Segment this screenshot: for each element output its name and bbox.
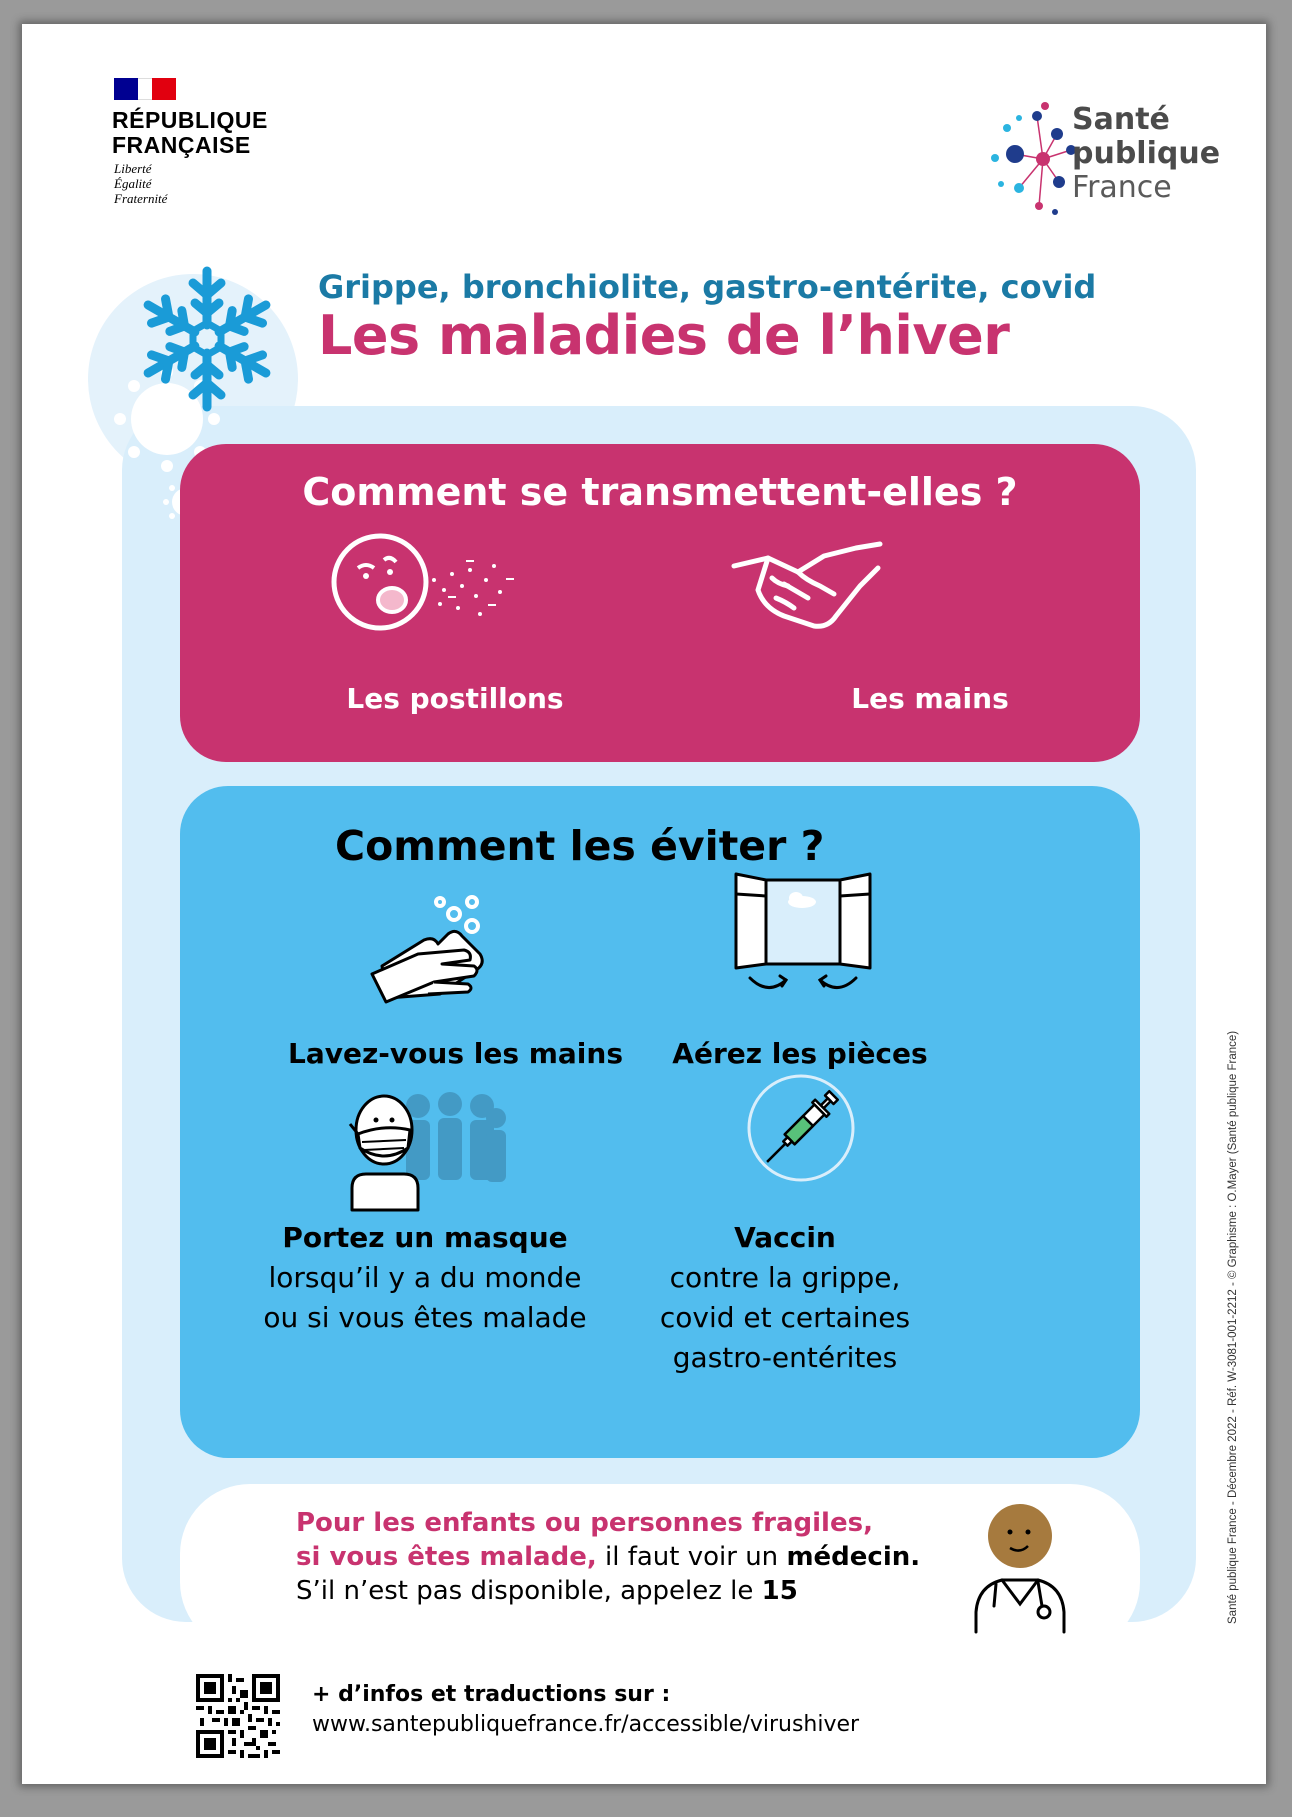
spf-line1: Santé	[1072, 102, 1170, 137]
mask-label-bold: Portez un masque	[282, 1221, 568, 1254]
transmission-title: Comment se transmettent-elles ?	[302, 470, 1018, 514]
handshake-icon	[728, 528, 888, 638]
snowflake-icon	[132, 264, 282, 414]
face-mask-icon	[346, 1084, 516, 1214]
advice-line-1	[296, 1506, 873, 1540]
poster	[22, 24, 1266, 1784]
rf-line1: RÉPUBLIQUE	[112, 107, 268, 133]
footer-url[interactable]: www.santepubliquefrance.fr/accessible/virushiver	[312, 1712, 860, 1737]
doctor-icon	[970, 1502, 1070, 1634]
vaccine-label	[640, 1218, 930, 1378]
republique-francaise-logo	[112, 108, 268, 158]
transmission-label-mains: Les mains	[851, 682, 1009, 715]
mask-line-2: ou si vous êtes malade	[263, 1301, 587, 1334]
prevention-panel	[180, 786, 1140, 1458]
advice-pink-1: Pour les enfants ou personnes fragiles,	[296, 1508, 873, 1538]
advice-pink-2: si vous êtes malade,	[296, 1542, 597, 1572]
wash-hands-text: Lavez-vous les mains	[288, 1037, 624, 1070]
mask-line-1: lorsqu’il y a du monde	[268, 1261, 582, 1294]
vaccine-label-bold: Vaccin	[734, 1221, 836, 1254]
footer-info: + d’infos et traductions sur :	[312, 1682, 671, 1707]
mask-label	[250, 1218, 600, 1338]
transmission-panel	[180, 444, 1140, 762]
wash-hands-label	[288, 1034, 624, 1074]
transmission-label-postillons: Les postillons	[346, 682, 564, 715]
advice-panel	[180, 1484, 1140, 1652]
spf-logo-text	[1072, 103, 1220, 205]
spf-line3: France	[1072, 170, 1172, 205]
open-window-icon	[732, 872, 874, 996]
advice-emergency-number: 15	[761, 1576, 798, 1606]
sneeze-icon	[330, 530, 520, 640]
poster-title: Les maladies de l’hiver	[318, 304, 1010, 367]
rf-motto	[114, 161, 167, 206]
advice-line-2	[296, 1540, 920, 1574]
vaccine-syringe-icon	[745, 1072, 857, 1184]
hand-washing-icon	[368, 894, 498, 1014]
air-rooms-text: Aérez les pièces	[672, 1037, 928, 1070]
vaccine-line-2: covid et certaines	[659, 1301, 911, 1334]
vaccine-line-3: gastro-entérites	[672, 1341, 898, 1374]
qr-code-icon	[196, 1674, 280, 1758]
motto-egalite: Égalité	[114, 176, 152, 191]
advice-line-3	[296, 1574, 798, 1608]
air-rooms-label	[650, 1034, 950, 1074]
poster-subtitle: Grippe, bronchiolite, gastro-entérite, covid	[318, 268, 1097, 306]
advice-text-2: il faut voir un	[596, 1542, 787, 1572]
spf-line2: publique	[1072, 136, 1221, 171]
advice-doctor: médecin.	[786, 1542, 921, 1572]
motto-fraternite: Fraternité	[114, 191, 168, 206]
motto-liberte: Liberté	[114, 161, 152, 176]
vaccine-line-1: contre la grippe,	[669, 1261, 901, 1294]
side-credit: Santé publique France - Décembre 2022 - Réf. W-3081-001-2212 - © Graphisme : O.Mayer (Santé publique France)	[1227, 1030, 1239, 1624]
marianne-flag-icon	[114, 78, 176, 100]
advice-text-3: S’il n’est pas disponible, appelez le	[296, 1576, 762, 1606]
rf-line2: FRANÇAISE	[112, 132, 251, 158]
prevention-title: Comment les éviter ?	[335, 822, 825, 870]
